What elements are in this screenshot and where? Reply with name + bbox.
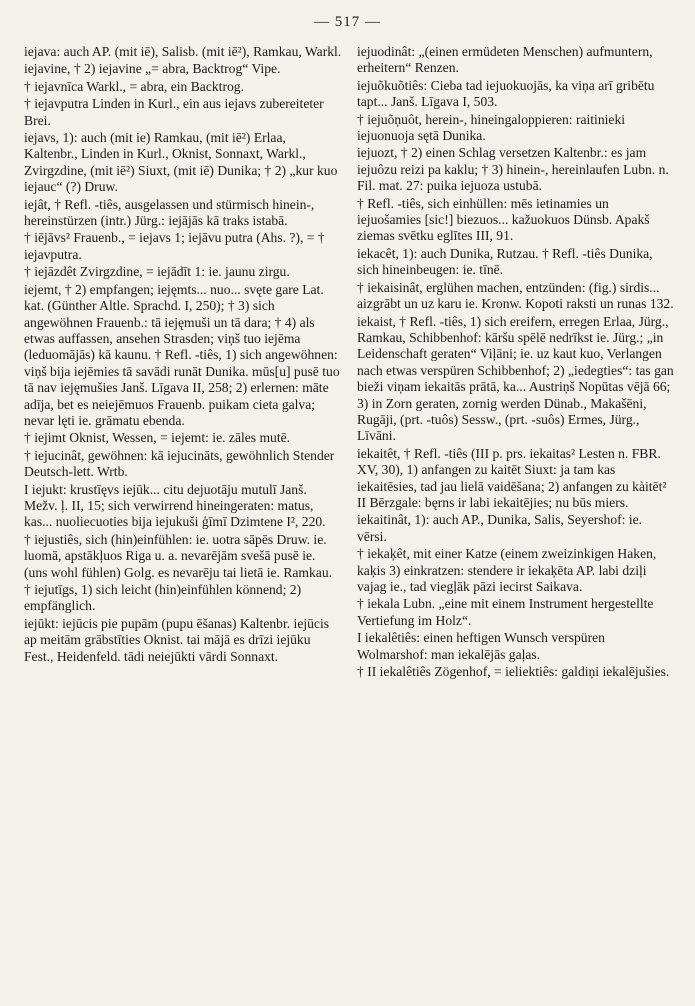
- dictionary-entry: iejuõkuõtiês: Cieba tad iejuokuojās, ka viņa arī gribētu tapt... Janš. Līgava I, 503.: [357, 77, 655, 110]
- dictionary-entry: iekacêt, 1): auch Dunika, Rutzau. † Refl. -tiês Dunika, sich hineinbeugen: ie. tīnē.: [357, 245, 653, 278]
- dictionary-entry: iekaist, † Refl. -tiês, 1) sich ereifern, erregen Erlaa, Jürg., Ramkau, Schibbenhof: kāršu spēlē nedrīkst ie. Jürg.; „in Leidenschaft geraten“ Viļāni; ie. uz kaut kuo, Verlangen nach etwas verspüren Schibbenhof; 2) „iedegties“: tas gan bieži viņam iekaitās prātā, ka... Austriņš Nopūtas vējā 66; 3) in Zorn geraten, zornig werden Dünab., Makašēni, Rugāji, (prt. -tuôs) Sessw., (prt. -suôs) Ermes, Jürg., Līvāni.: [357, 313, 674, 444]
- dictionary-entry: iejât, † Refl. -tiês, ausgelassen und stürmisch hinein-, hereinstürzen (intr.) Jürg.: iejājās kā traks istabā.: [24, 196, 315, 229]
- dictionary-entry: I iejukt: krustīęvs iejūk... citu dejuotāju mutulī Janš. Mežv. ļ. II, 15; sich verwirrend hineingeraten: matus, kas... nuoliecuoties bija iejukuši ģīmī Dzimtene I², 220.: [24, 481, 326, 530]
- dictionary-entry: iekaitêt, † Refl. -tiês (III p. prs. iekaitas² Lesten n. FBR. XV, 30), 1) anfangen zu kaitēt Siuxt: ja tam kas iekaitēsies, tad jau lielā vaidēšana; 2) anfangen zu kàitēt² II Bērzgale: bęrns ir labi iekaitējies; nu būs miers.: [357, 445, 667, 510]
- dictionary-entry: † iejutīgs, 1) sich leicht (hin)einfühlen könnend; 2) empfänglich.: [24, 582, 302, 614]
- dictionary-entry: iejavine, † 2) iejavine „= abra, Backtrog“ Vipe.: [24, 61, 281, 77]
- dictionary-entry: † iējāvs² Frauenb., = iejavs 1; iejāvu putra (Ahs. ?), = † iejavputra.: [24, 230, 325, 262]
- dictionary-entry: † iejucinât, gewöhnen: kā iejucināts, gewöhnlich Stender Deutsch-lett. Wrtb.: [24, 447, 335, 480]
- dictionary-entry: iejūkt: iejūcis pie pupām (pupu ēšanas) Kaltenbr. iejūcis ap meitām grābstīties Oknist. tai mājā es drīzi iejūku Fest., Heidenfeld. tādi neiejūkti vārdi Sonnaxt.: [24, 615, 330, 664]
- dictionary-entry: † iejavputra Linden in Kurl., ein aus iejavs zubereiteter Brei.: [24, 96, 324, 128]
- dictionary-entry: † iekala Lubn. „eine mit einem Instrument hergestellte Vertiefung im Holz“.: [357, 596, 654, 628]
- page-number: — 517 —: [314, 14, 381, 30]
- dictionary-entry: iejava: auch AP. (mit iē), Salisb. (mit iē²), Ramkau, Warkl.: [24, 44, 342, 59]
- dictionary-entry: † iejavnīca Warkl., = abra, ein Backtrog.: [24, 78, 244, 94]
- dictionary-entry: I iekalêtiês: einen heftigen Wunsch verspüren Wolmarshof: man iekalējās gaļas.: [357, 630, 605, 662]
- dictionary-entry: † iejimt Oknist, Wessen, = iejemt: ie. zāles mutē.: [24, 430, 291, 446]
- dictionary-entry: † iejāzdêt Zvirgzdine, = iejādīt 1: ie. jaunu zirgu.: [24, 264, 290, 280]
- dictionary-entry: † iejuõņuôt, herein-, hineingaloppieren: raitinieki iejuonuoja sętā Dunika.: [357, 111, 626, 144]
- dictionary-entry: iejemt, † 2) empfangen; iejęmts... nuo... svęte gare Lat. kat. (Günther Altle. Sprachd. I, 250); † 3) sich angewöhnen Frauenb.: tā iejęmuši un tā dara; † 4) als etwas auffassen, ansehen Strasden; viņš tuo iejēma (leduomājās) kā kaunu. † Refl. -tiês, 1) sich angewöhnen: viņš bija iejēmies tā savādi runāt Dunika. mūs[u] pusē tuo tā nav iejęmušies Janš. Līgava II, 258; 2) erlernen: māte adīja, bet es neiejēmuos Frauenb. puikam cieta galva; nevar lęti ie. grāmatu ebenda.: [24, 281, 340, 428]
- dictionary-entry: † iekaķêt, mit einer Katze (einem zweizinkigen Haken, kaķis 3) einkratzen: stendere ir iekaķēta AP. labi dziļi vajag ie., tad viegļāk pāzi iecirst Saikava.: [357, 546, 657, 594]
- dictionary-entry: iejavs, 1): auch (mit ie) Ramkau, (mit iē²) Erlaa, Kaltenbr., Linden in Kurl., Oknist, Sonnaxt, Warkl., Zvirgzdine, (mit iē²) Siuxt, (mit iē) Dunika; † 2) „kur kuo iejauc“ (?) Druw.: [24, 130, 338, 195]
- left-column: [24, 44, 342, 994]
- dictionary-entry: † II iekalêtiês Zögenhof, = ieliektiês: galdiņi iekalējušies.: [357, 664, 670, 680]
- dictionary-entry: iejuodinât: „(einen ermüdeten Menschen) aufmuntern, erheitern“ Renzen.: [357, 44, 653, 76]
- dictionary-entry: iejuozt, † 2) einen Schlag versetzen Kaltenbr.: es jam iejuôzu reizi pa kaklu; † 3) hinein-, hereinlaufen Lubn. n. Fil. mat. 27: puika iejuoza ustubā.: [357, 145, 669, 194]
- dictionary-entry: † iekaisinât, erglühen machen, entzünden: (fig.) sirdis... aizgrābt un uz karu ie. Kronw. Kopoti raksti un runas 132.: [357, 279, 674, 312]
- dictionary-entry: † Refl. -tiês, sich einhüllen: mēs ietinamies un iejuošamies [sic!] biezuos... kažuokuos Dünsb. Apakš ziemas svētku eglītes III, 91.: [357, 195, 650, 244]
- dictionary-entry: † iejustiês, sich (hin)einfühlen: ie. uotra sāpēs Druw. ie. luomā, apstākļuos Riga u. a. nevarējām svešā pusē ie. (uns wohl fühlen) Golg. es nevarēju tai lietā ie. Ramkau.: [24, 531, 333, 580]
- right-column: [357, 44, 675, 994]
- dictionary-entry: iekaitinât, 1): auch AP., Dunika, Salis, Seyershof: ie. vērsi.: [357, 512, 643, 544]
